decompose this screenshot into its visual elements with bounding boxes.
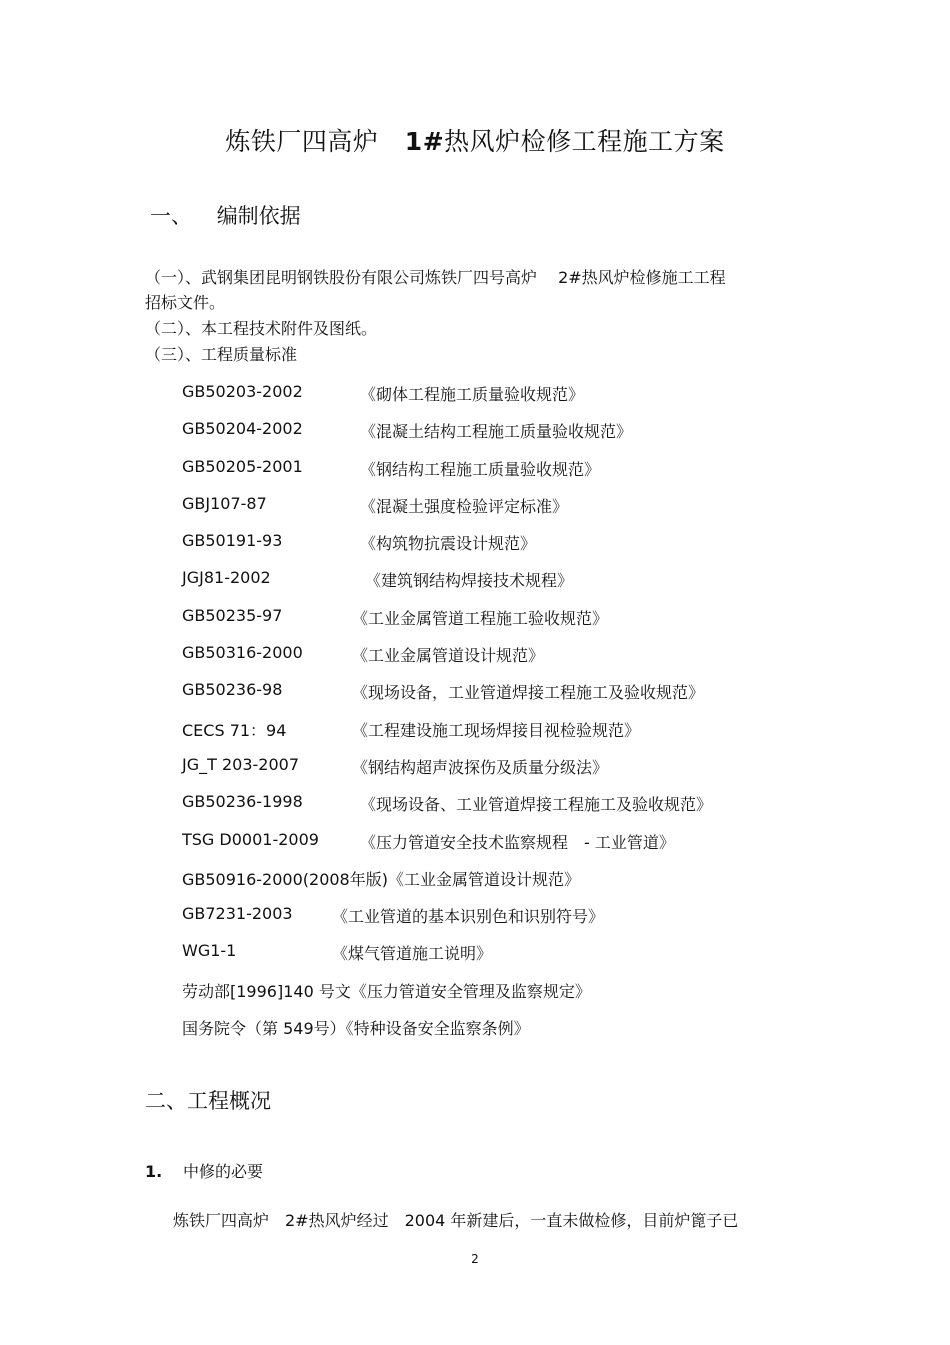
standard-row: [182, 788, 862, 825]
standard-code: TSG D0001-2009: [182, 829, 319, 849]
standard-code: GB50235-97: [182, 605, 283, 625]
standard-row: [182, 826, 862, 863]
standard-row: [182, 490, 862, 527]
section2-heading: 二、工程概况: [145, 1089, 271, 1113]
standard-row: [182, 639, 862, 676]
standard-code: GB50191-93: [182, 531, 283, 551]
standard-code: WG1-1: [182, 941, 237, 961]
standard-row: [182, 1012, 862, 1049]
standard-code: JGJ81-2002: [182, 568, 271, 588]
standard-name: 《现场设备，工业管道焊接工程施工及验收规范》: [352, 683, 705, 703]
standard-row: [182, 937, 862, 974]
basis-item3: （三）、工程质量标准: [145, 345, 298, 364]
standard-name: 《工业管道的基本识别色和识别符号》: [332, 907, 605, 927]
subsection1-number: 1.: [145, 1162, 163, 1181]
standard-name: 《工业金属管道设计规范》: [352, 646, 545, 666]
standard-name: 《现场设备、工业管道焊接工程施工及验收规范》: [360, 795, 713, 815]
standard-row: [182, 975, 862, 1012]
basis-item2: （二）、本工程技术附件及图纸。: [145, 319, 378, 338]
standard-code: CECS 71：94: [182, 720, 287, 740]
standard-row: [182, 378, 862, 415]
document-title: [0, 122, 950, 158]
title-part2: 1#: [404, 127, 445, 156]
standard-row: [182, 453, 862, 490]
standard-name: 《混凝土强度检验评定标准》: [360, 496, 569, 516]
standard-code: GBJ107-87: [182, 493, 267, 513]
standard-row: [182, 564, 862, 601]
standard-name: 《钢结构超声波探伤及质量分级法》: [352, 757, 609, 777]
standard-code: GB50204-2002: [182, 419, 303, 439]
subsection1-title: 中修的必要: [183, 1162, 264, 1181]
standard-row: [182, 751, 862, 788]
standard-code: GB50236-1998: [182, 792, 303, 812]
standard-name: 《混凝土结构工程施工质量验收规范》: [360, 422, 633, 442]
page-number: 2: [471, 1252, 479, 1266]
standard-row: [182, 863, 862, 900]
standard-name: 《煤气管道施工说明》: [332, 944, 493, 964]
standard-code: GB7231-2003: [182, 904, 293, 924]
section1-title: 编制依据: [216, 204, 301, 228]
title-part1: 炼铁厂四高炉: [225, 127, 379, 156]
standard-name: 《工程建设施工现场焊接目视检验规范》: [352, 720, 641, 740]
standard-row: [182, 714, 862, 751]
standard-full: 劳动部[1996]140 号文《压力管道安全管理及监察规定》: [182, 981, 591, 1001]
standard-name: 《工业金属管道工程施工验收规范》: [352, 608, 609, 628]
title-part3: 热风炉检修工程施工方案: [444, 127, 725, 156]
standards-list: [182, 378, 862, 1049]
body-paragraph: 炼铁厂四高炉 2#热风炉经过 2004 年新建后，一直未做检修，目前炉篦子已: [173, 1211, 739, 1230]
subsection1-heading: [145, 1159, 263, 1182]
standard-code: GB50203-2002: [182, 382, 303, 401]
standard-code: GB50236-98: [182, 680, 283, 700]
basis-item1-line1: （一）、武钢集团昆明钢铁股份有限公司炼铁厂四号高炉 2#热风炉检修施工工程: [145, 268, 726, 287]
standard-code: JG_T 203-2007: [182, 754, 300, 774]
standard-row: [182, 602, 862, 639]
section1-number: 一、: [150, 204, 192, 228]
standard-name: 《砌体工程施工质量验收规范》: [360, 385, 585, 404]
standard-name: 《钢结构工程施工质量验收规范》: [360, 459, 601, 479]
standard-row: [182, 676, 862, 713]
section1-heading: [150, 200, 301, 230]
standard-code: GB50205-2001: [182, 456, 303, 476]
standard-row: [182, 900, 862, 937]
standard-name: 《构筑物抗震设计规范》: [360, 534, 537, 554]
standard-name: 《压力管道安全技术监察规程 - 工业管道》: [360, 832, 675, 852]
standard-code: GB50316-2000: [182, 643, 303, 663]
standard-row: [182, 527, 862, 564]
standard-name: 《建筑钢结构焊接技术规程》: [365, 571, 574, 591]
standard-full: GB50916-2000(2008年版)《工业金属管道设计规范》: [182, 869, 580, 889]
standard-row: [182, 415, 862, 452]
standard-full: 国务院令（第 549号）《特种设备安全监察条例》: [182, 1019, 530, 1039]
basis-item1-line2: 招标文件。: [145, 293, 226, 312]
